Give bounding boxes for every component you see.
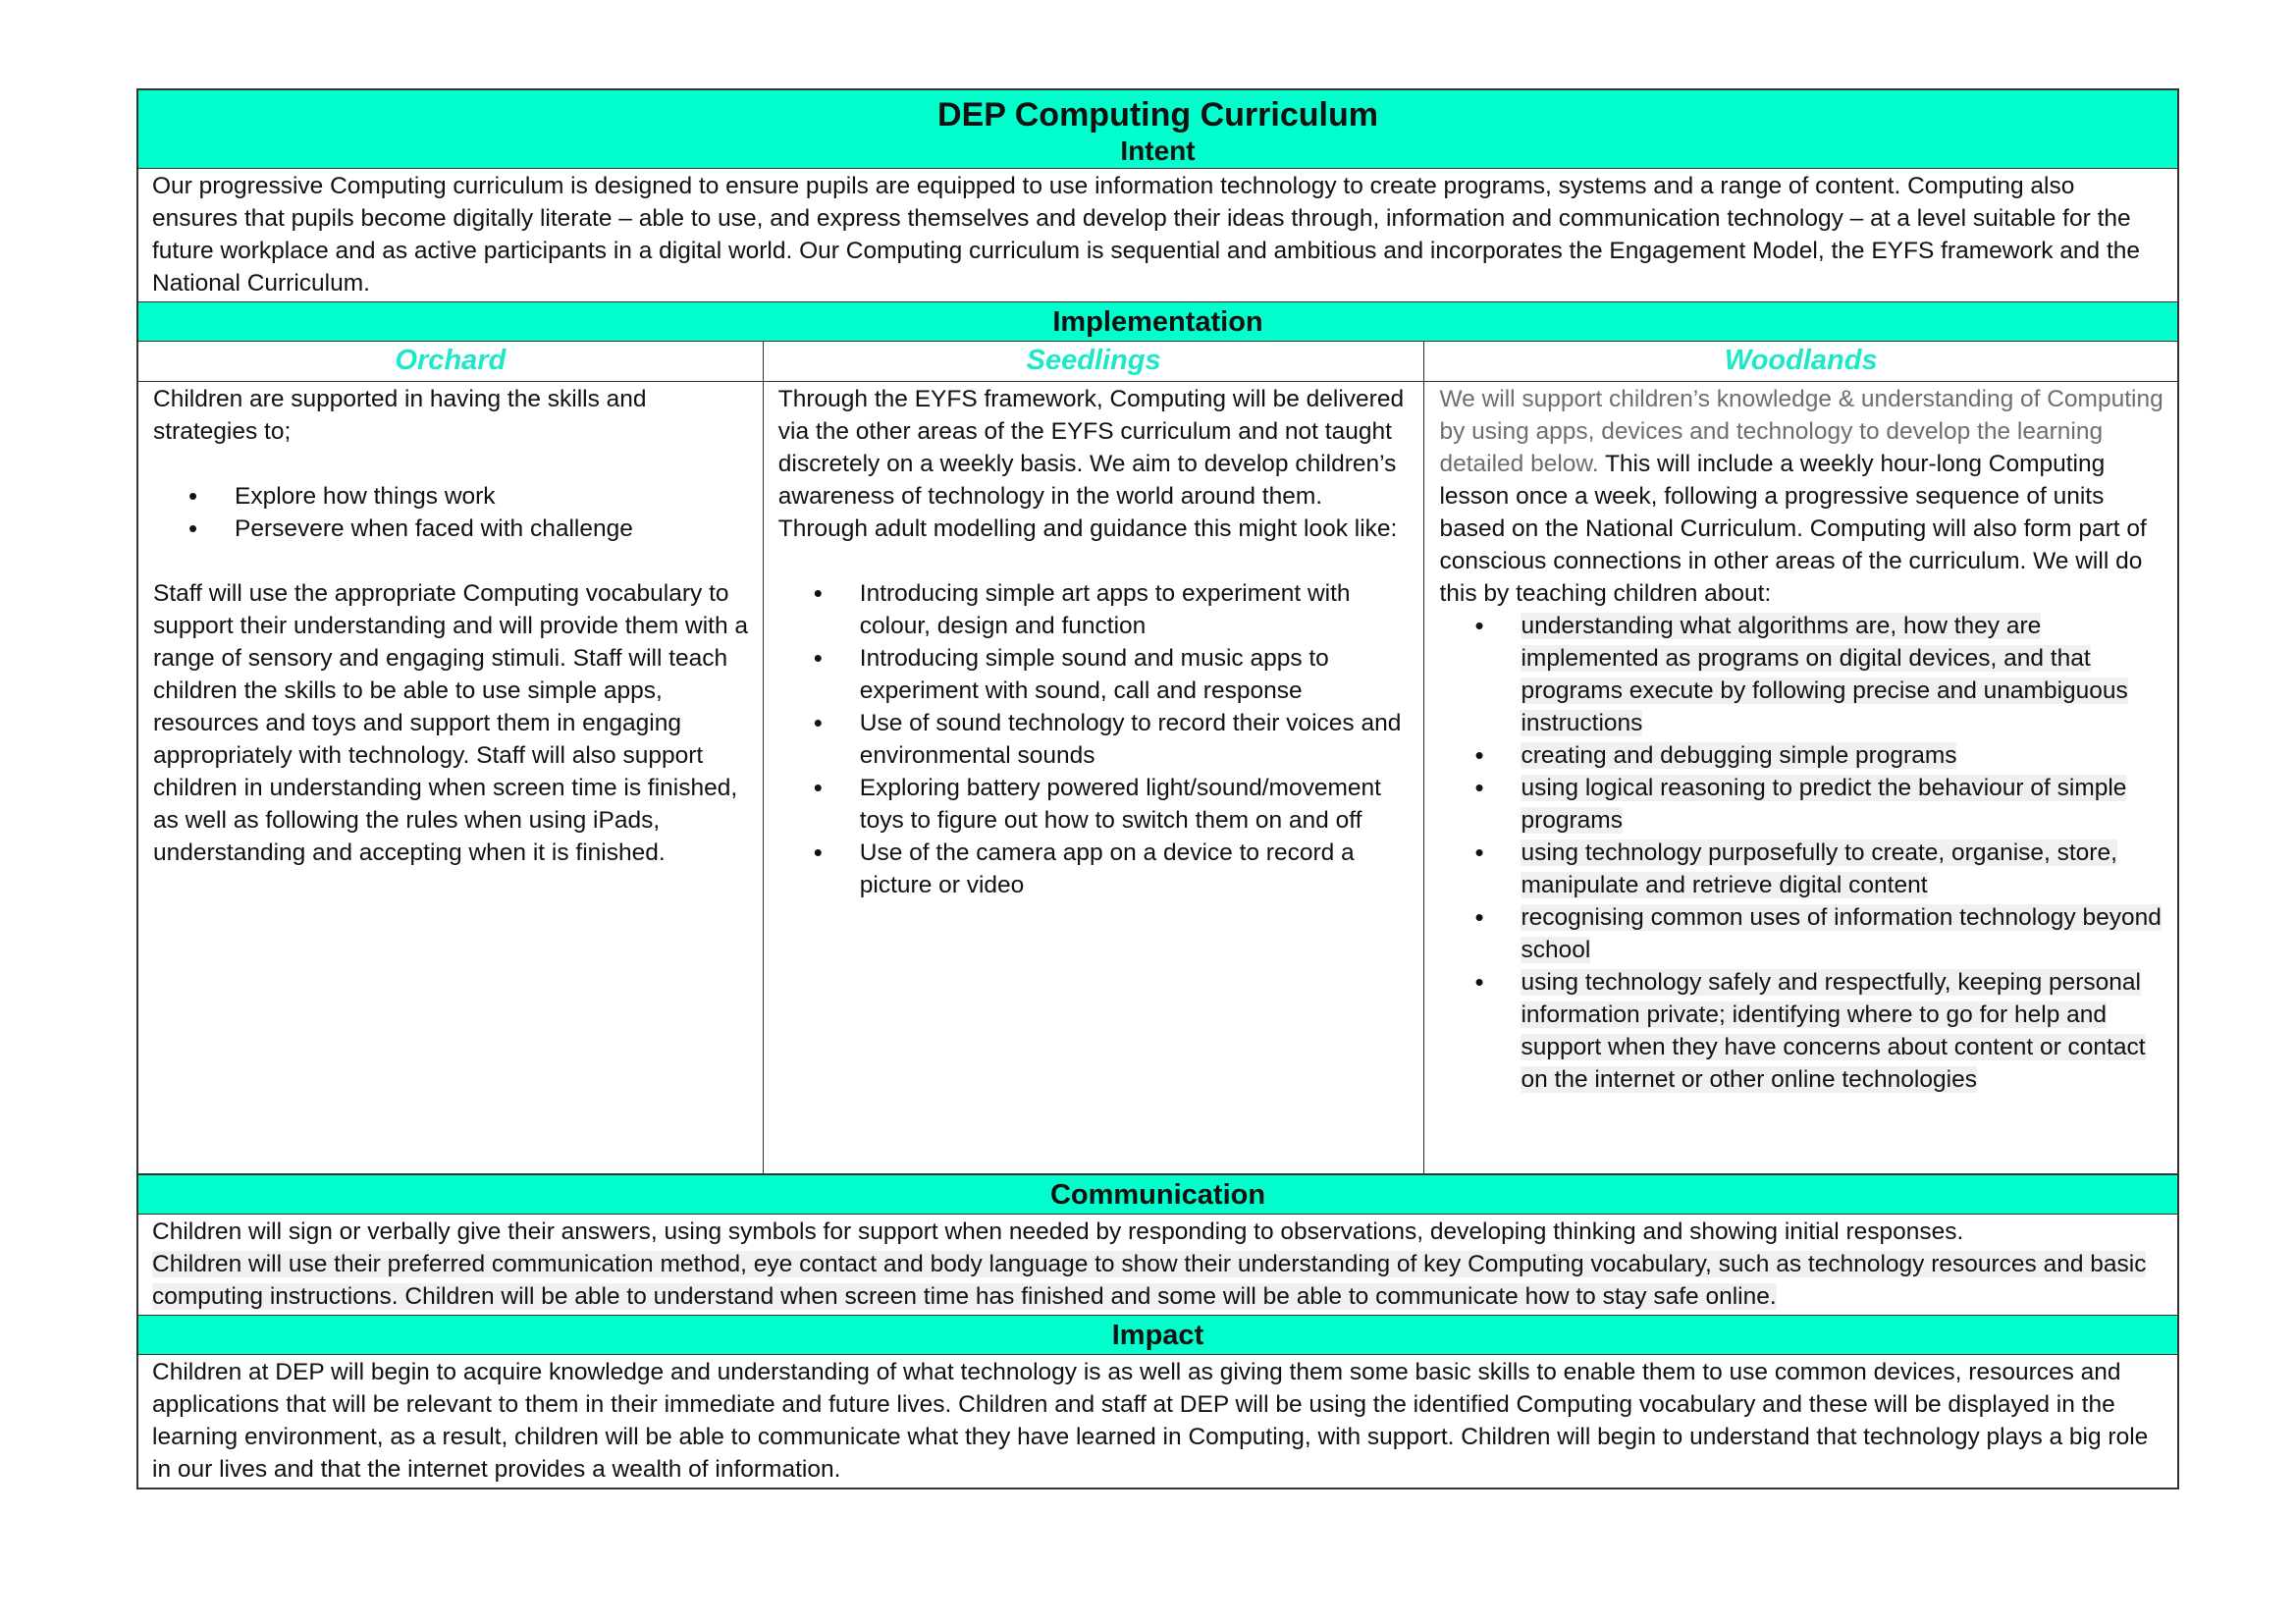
orchard-heading: Orchard	[138, 342, 763, 382]
list-item: • Persevere when faced with challenge	[235, 513, 749, 545]
woodlands-bullet-list	[1439, 610, 2163, 1096]
communication-text	[138, 1215, 2177, 1315]
implementation-heading: Implementation	[138, 301, 2177, 342]
spacer	[153, 545, 749, 577]
curriculum-document	[136, 88, 2179, 1489]
list-item-text: recognising common uses of information technology beyond school	[1521, 904, 2162, 963]
list-item-text: understanding what algorithms are, how they are implemented as programs on digital devices, and that programs execute by following precise and unambiguous instructions	[1521, 613, 2128, 736]
seedlings-body	[764, 382, 1424, 1173]
seedlings-intro: Through the EYFS framework, Computing will be delivered via the other areas of the EYFS curriculum and not taught discretely on a weekly basis. We aim to develop children’s awareness of technology in the world around them. Through adult modelling and guidance this might look like:	[777, 386, 1405, 542]
list-item-text: creating and debugging simple programs	[1521, 742, 1957, 769]
orchard-column	[138, 342, 763, 1173]
title-band	[138, 90, 2177, 169]
spacer	[153, 448, 749, 480]
orchard-body-text: Staff will use the appropriate Computing vocabulary to support their understanding and will provide them with a range of sensory and engaging stimuli. Staff will teach children the skills to be able to use simple apps, resources and toys and support them in engaging appropriately with technology. Staff will also support children in understanding when screen time is finished, as well as following the rules when using iPads, understanding and accepting when it is finished.	[153, 580, 749, 866]
woodlands-body	[1424, 382, 2177, 1173]
list-item	[1521, 610, 2163, 739]
list-item: • Exploring battery powered light/sound/movement toys to figure out how to switch them on and off	[860, 772, 1411, 837]
list-item-text: using technology purposefully to create, organise, store, manipulate and retrieve digital content	[1521, 839, 2117, 898]
list-item: • Explore how things work	[235, 480, 749, 513]
list-item-text: using logical reasoning to predict the behaviour of simple programs	[1521, 775, 2127, 834]
list-item: • Introducing simple art apps to experiment with colour, design and function	[860, 577, 1411, 642]
orchard-body	[138, 382, 763, 1173]
impact-heading: Impact	[138, 1315, 2177, 1355]
list-item	[1521, 901, 2163, 966]
communication-line-1: Children will sign or verbally give their answers, using symbols for support when needed by responding to observations, developing thinking and showing initial responses.	[152, 1218, 1964, 1245]
implementation-columns	[138, 342, 2177, 1174]
orchard-intro: Children are supported in having the skills and strategies to;	[153, 386, 647, 445]
spacer	[778, 545, 1411, 577]
list-item: • Use of the camera app on a device to record a picture or video	[860, 837, 1411, 901]
list-item: • Use of sound technology to record their voices and environmental sounds	[860, 707, 1411, 772]
list-item	[1521, 837, 2163, 901]
seedlings-heading: Seedlings	[764, 342, 1424, 382]
impact-text: Children at DEP will begin to acquire knowledge and understanding of what technology is as well as giving them some basic skills to enable them to use common devices, resources and applications that will be relevant to them in their immediate and future lives. Children and staff at DEP will be using the identified Computing vocabulary and these will be displayed in the learning environment, as a result, children will be able to communicate what they have learned in Computing, with support. Children will begin to understand that technology plays a big role in our lives and that the internet provides a wealth of information.	[152, 1359, 2149, 1483]
woodlands-intro-grey: We will support children’s knowledge & understanding of Computing by using apps, devices and technology to develop the learning detailed below.	[1439, 386, 2163, 477]
orchard-bullet-list	[153, 480, 749, 545]
list-item	[1521, 966, 2163, 1096]
list-item	[1521, 739, 2163, 772]
list-item: • Introducing simple sound and music apps to experiment with sound, call and response	[860, 642, 1411, 707]
intent-heading: Intent	[1120, 135, 1196, 166]
communication-line-2	[152, 1248, 2163, 1313]
seedlings-column	[763, 342, 1424, 1173]
list-item-text: using technology safely and respectfully, keeping personal information private; identifying where to go for help and support when they have concerns about content or contact on the internet or other online technologies	[1521, 969, 2146, 1093]
communication-heading: Communication	[138, 1174, 2177, 1215]
seedlings-bullet-list	[778, 577, 1411, 901]
woodlands-heading: Woodlands	[1424, 342, 2177, 382]
woodlands-intro-rest: This will include a weekly hour-long Computing lesson once a week, following a progressive sequence of units based on the National Curriculum. Computing will also form part of conscious connections in other areas of the curriculum. We will do this by teaching children about:	[1439, 451, 2147, 607]
woodlands-intro	[1439, 383, 2163, 610]
intent-text: Our progressive Computing curriculum is designed to ensure pupils are equipped to use information technology to create programs, systems and a range of content. Computing also ensures that pupils become digitally literate – able to use, and express themselves and develop their ideas through, information and communication technology – at a level suitable for the future workplace and as active participants in a digital world. Our Computing curriculum is sequential and ambitious and incorporates the Engagement Model, the EYFS framework and the National Curriculum.	[152, 173, 2141, 297]
woodlands-column	[1423, 342, 2177, 1173]
document-title: DEP Computing Curriculum	[937, 96, 1378, 134]
communication-line-2-text: Children will use their preferred communication method, eye contact and body language to show their understanding of key Computing vocabulary, such as technology resources and basic computing instructions. Children will be able to understand when screen time has finished and some will be able to communicate how to stay safe online.	[152, 1251, 2147, 1310]
list-item	[1521, 772, 2163, 837]
